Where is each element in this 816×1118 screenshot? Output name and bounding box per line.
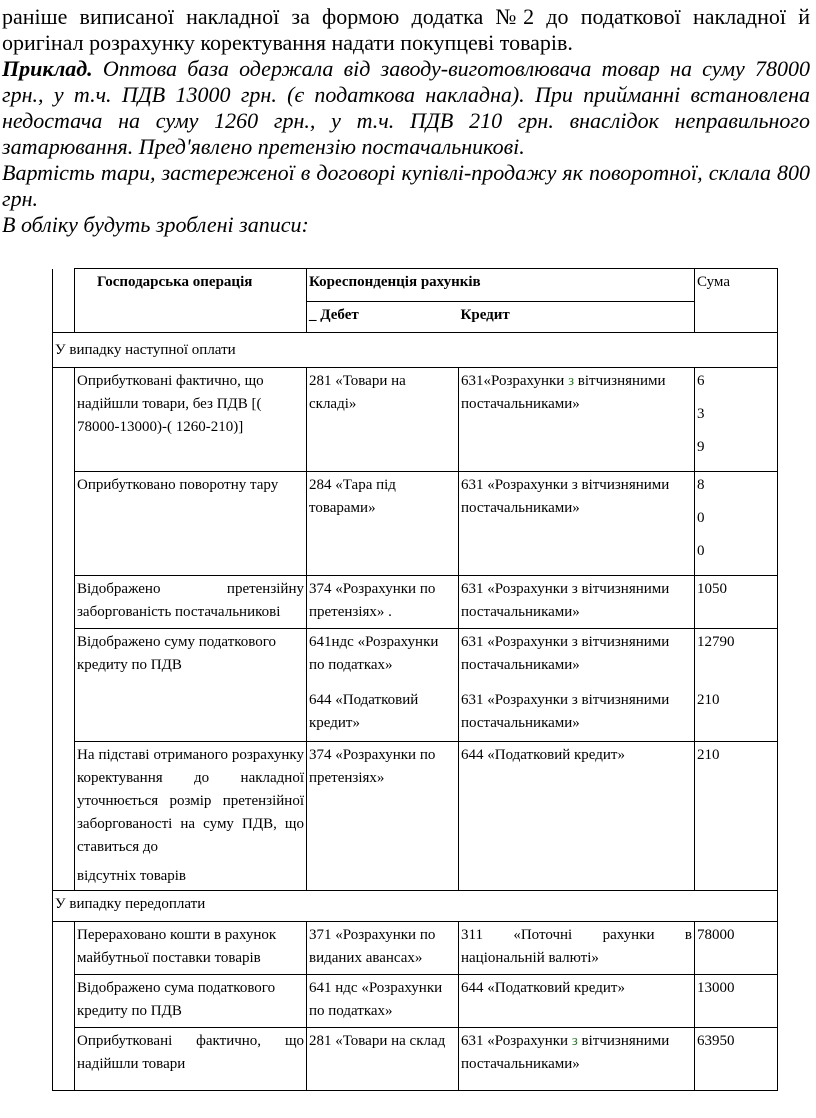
sum-digit: 6 (697, 373, 705, 389)
section-row (53, 891, 778, 922)
credit-cell (459, 629, 695, 742)
debit-cell: 371 «Розрахунки по виданих авансах» (307, 922, 459, 975)
credit-cell: 311 «Поточні рахунки в національній валюті» (459, 922, 695, 975)
sum-cell: 13000 (695, 975, 778, 1028)
sum-cell (695, 368, 778, 472)
header-row (53, 269, 778, 302)
sum-digit: 9 (697, 439, 705, 455)
credit-text: вітчизняними постачальниками» (461, 1033, 670, 1072)
row-gap (53, 975, 75, 1028)
sum-cell: 210 (695, 742, 778, 891)
row-gap (53, 472, 75, 576)
debit-cell: 641 ндс «Розрахунки по податках» (307, 975, 459, 1028)
sum-digit: 3 (697, 406, 705, 422)
intro-line: раніше виписаної накладної за формою додатка №2 до податкової накладної й оригінал розрахунку коректування надати покупцеві товарів. (2, 4, 810, 55)
example-text: Оптова база одержала від заводу-виготовлювача товар на суму 78000 грн., у т.ч. ПДВ 13000 грн. (є податкова накладна). При прийманні встановлена недостача на суму 1260 грн., у т.ч. ПДВ 210 грн. внаслідок неправильного затарювання. Пред'явлено претензію постачальникові. (2, 56, 810, 159)
credit-text-green: з (568, 373, 575, 389)
tare-paragraph: Вартість тари, застереженої в договорі купівлі-продажу як поворотної, склала 800 грн. (2, 160, 810, 211)
credit-text: 631 «Розрахунки з вітчизняними постачальниками» (461, 692, 670, 731)
intro-text (2, 4, 810, 238)
section-title: У випадку передоплати (53, 891, 778, 922)
example-paragraph (2, 56, 810, 160)
header-correspondence: Кореспонденція рахунків (307, 269, 695, 302)
table-row (53, 1028, 778, 1091)
row-gap (53, 368, 75, 472)
operation-cell: Відображено претензійну заборгованість постачальникові (75, 576, 307, 629)
operation-cell: Відображено суму податкового кредиту по ПДВ (75, 629, 307, 742)
credit-text: 631«Розрахунки (461, 373, 569, 389)
example-label: Приклад. (2, 56, 93, 81)
header-credit: Кредит (459, 302, 695, 333)
header-operation: Господарська операція (75, 269, 307, 333)
sum-digit: 0 (697, 510, 705, 526)
credit-cell: 631 «Розрахунки з вітчизняними постачальниками» (459, 576, 695, 629)
debit-cell: 374 «Розрахунки по претензіях» . (307, 576, 459, 629)
table-row (53, 922, 778, 975)
table-row (53, 576, 778, 629)
table-row (53, 742, 778, 891)
row-gap (53, 922, 75, 975)
sum-value: 12790 (697, 634, 735, 650)
row-gap (53, 576, 75, 629)
credit-text: 631 «Розрахунки (461, 1033, 572, 1049)
debit-text: 644 «Податковий кредит» (309, 692, 419, 731)
sum-digit: 8 (697, 477, 705, 493)
row-gap (53, 742, 75, 891)
debit-cell: 374 «Розрахунки по претензіях» (307, 742, 459, 891)
debit-cell (307, 629, 459, 742)
sum-value: 210 (697, 692, 720, 708)
credit-cell: 644 «Податковий кредит» (459, 742, 695, 891)
sum-cell: 63950 (695, 1028, 778, 1091)
row-gap (53, 629, 75, 742)
table-row (53, 975, 778, 1028)
credit-cell (459, 1028, 695, 1091)
credit-text: 631 «Розрахунки з вітчизняними постачальниками» (461, 634, 670, 673)
credit-cell (459, 368, 695, 472)
table-row (53, 629, 778, 742)
sum-cell: 1050 (695, 576, 778, 629)
row-gap (53, 1028, 75, 1091)
operation-text: На підставі отриманого розрахунку коректування до накладної уточнюється розмір претензійної заборгованості на суму ПДВ, що ставиться до (77, 747, 304, 855)
debit-text: 641ндс «Розрахунки по податках» (309, 634, 439, 673)
operation-cell (75, 742, 307, 891)
header-debit: _ Дебет (307, 302, 459, 333)
credit-cell: 631 «Розрахунки з вітчизняними постачальниками» (459, 472, 695, 576)
header-gap (53, 269, 75, 333)
section-row (53, 333, 778, 368)
sum-cell: 78000 (695, 922, 778, 975)
accounting-table (52, 268, 778, 1091)
operation-cell: Оприбутковано поворотну тару (75, 472, 307, 576)
credit-text-green: з (571, 1033, 578, 1049)
operation-text: відсутніх товарів (77, 868, 186, 884)
operation-cell: Оприбутковані фактично, що надійшли товари (75, 1028, 307, 1091)
debit-cell: 284 «Тара під товарами» (307, 472, 459, 576)
debit-cell: 281 «Товари на складі» (307, 368, 459, 472)
header-sum: Сума (695, 269, 778, 333)
sum-cell (695, 629, 778, 742)
sum-digit: 0 (697, 543, 705, 559)
debit-cell: 281 «Товари на склад (307, 1028, 459, 1091)
section-title: У випадку наступної оплати (53, 333, 778, 368)
credit-cell: 644 «Податковий кредит» (459, 975, 695, 1028)
table-row (53, 368, 778, 472)
operation-cell: Оприбутковані фактично, що надійшли товари, без ПДВ [( 78000-13000)-( 1260-210)] (75, 368, 307, 472)
table-row (53, 472, 778, 576)
credit-text: вітчизняними постачальниками» (461, 373, 666, 412)
operation-cell: Перераховано кошти в рахунок майбутньої поставки товарів (75, 922, 307, 975)
sum-cell (695, 472, 778, 576)
records-paragraph: В обліку будуть зроблені записи: (2, 212, 309, 237)
operation-cell: Відображено сума податкового кредиту по ПДВ (75, 975, 307, 1028)
